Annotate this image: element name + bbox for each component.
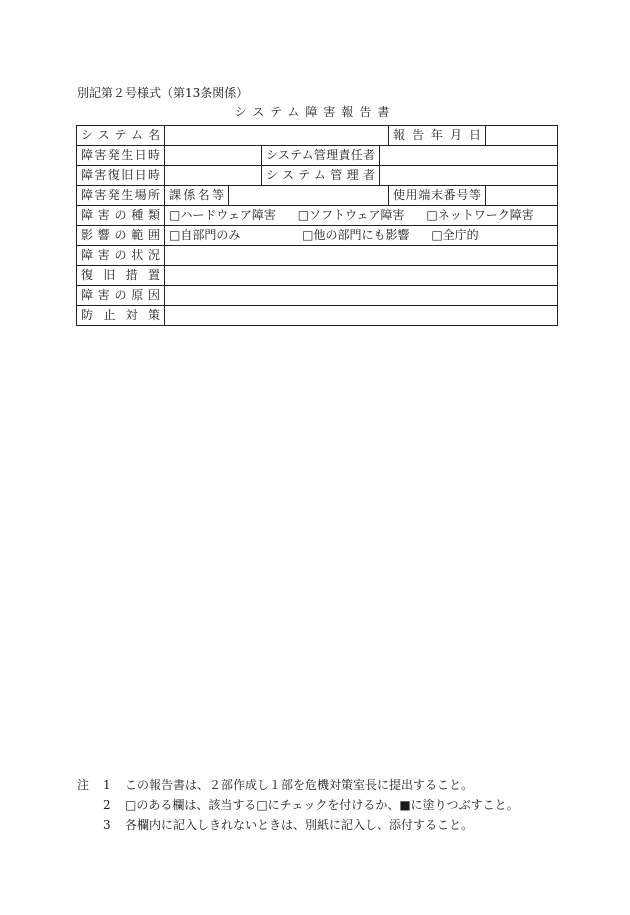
- row-recovered: [77, 166, 558, 186]
- failure-cause-field[interactable]: [165, 286, 558, 306]
- system-manager-field[interactable]: [380, 146, 558, 166]
- note-text: □のある欄は、該当する□にチェックを付けるか、■に塗りつぶすこと。: [125, 798, 519, 812]
- failure-type-options: [165, 206, 558, 226]
- note-number: 2: [103, 798, 111, 812]
- prevention-measures-label: 防止対策: [77, 306, 165, 326]
- row-cause: [77, 286, 558, 306]
- note-item: [77, 775, 519, 795]
- occurred-datetime-label: 障害発生日時: [77, 146, 165, 166]
- recovered-datetime-label: 障害復旧日時: [77, 166, 165, 186]
- row-prevention: [77, 306, 558, 326]
- notes: [77, 775, 519, 835]
- note-number: 1: [103, 778, 111, 792]
- failure-status-field[interactable]: [165, 246, 558, 266]
- checkbox-other-depts[interactable]: □他の部門にも影響: [302, 228, 410, 242]
- location-label: 障害発生場所: [77, 186, 165, 206]
- prevention-measures-field[interactable]: [165, 306, 558, 326]
- note-item: [77, 815, 519, 835]
- section-field[interactable]: [229, 186, 389, 206]
- failure-type-label: 障害の種類: [77, 206, 165, 226]
- section-label: 課係名等: [165, 186, 229, 206]
- note-number: 3: [103, 818, 111, 832]
- checkbox-own-dept[interactable]: □自部門のみ: [169, 228, 241, 242]
- system-admin-label: システム管理者: [262, 166, 380, 186]
- checkbox-software[interactable]: □ソフトウェア障害: [297, 208, 405, 222]
- system-admin-field[interactable]: [380, 166, 558, 186]
- checkbox-hardware[interactable]: □ハードウェア障害: [169, 208, 276, 222]
- failure-cause-label: 障害の原因: [77, 286, 165, 306]
- note-text: この報告書は、２部作成し１部を危機対策室長に提出すること。: [125, 778, 474, 792]
- report-date-field[interactable]: [486, 126, 558, 146]
- row-recovery: [77, 266, 558, 286]
- row-type: [77, 206, 558, 226]
- form-reference: 別記第２号様式（第13条関係）: [77, 86, 249, 100]
- impact-scope-label: 影響の範囲: [77, 226, 165, 246]
- report-date-label: 報告年月日: [389, 126, 486, 146]
- terminal-number-field[interactable]: [486, 186, 558, 206]
- system-name-field[interactable]: [165, 126, 389, 146]
- terminal-number-label: 使用端末番号等: [389, 186, 486, 206]
- impact-scope-options: [165, 226, 558, 246]
- occurred-datetime-field[interactable]: [165, 146, 262, 166]
- recovered-datetime-field[interactable]: [165, 166, 262, 186]
- checkbox-network[interactable]: □ネットワーク障害: [426, 208, 534, 222]
- recovery-measures-field[interactable]: [165, 266, 558, 286]
- system-name-label: システム名: [77, 126, 165, 146]
- recovery-measures-label: 復旧措置: [77, 266, 165, 286]
- row-occurred: [77, 146, 558, 166]
- row-scope: [77, 226, 558, 246]
- note-item: [77, 795, 519, 815]
- document-title: システム障害報告書: [234, 105, 396, 119]
- report-form-table: [76, 125, 558, 326]
- row-status: [77, 246, 558, 266]
- row-location: [77, 186, 558, 206]
- checkbox-whole-office[interactable]: □全庁的: [431, 228, 479, 242]
- system-manager-label: システム管理責任者: [262, 146, 380, 166]
- row-system-name: [77, 126, 558, 146]
- failure-status-label: 障害の状況: [77, 246, 165, 266]
- note-text: 各欄内に記入しきれないときは、別紙に記入し、添付すること。: [125, 818, 474, 832]
- notes-head: 注: [77, 778, 90, 792]
